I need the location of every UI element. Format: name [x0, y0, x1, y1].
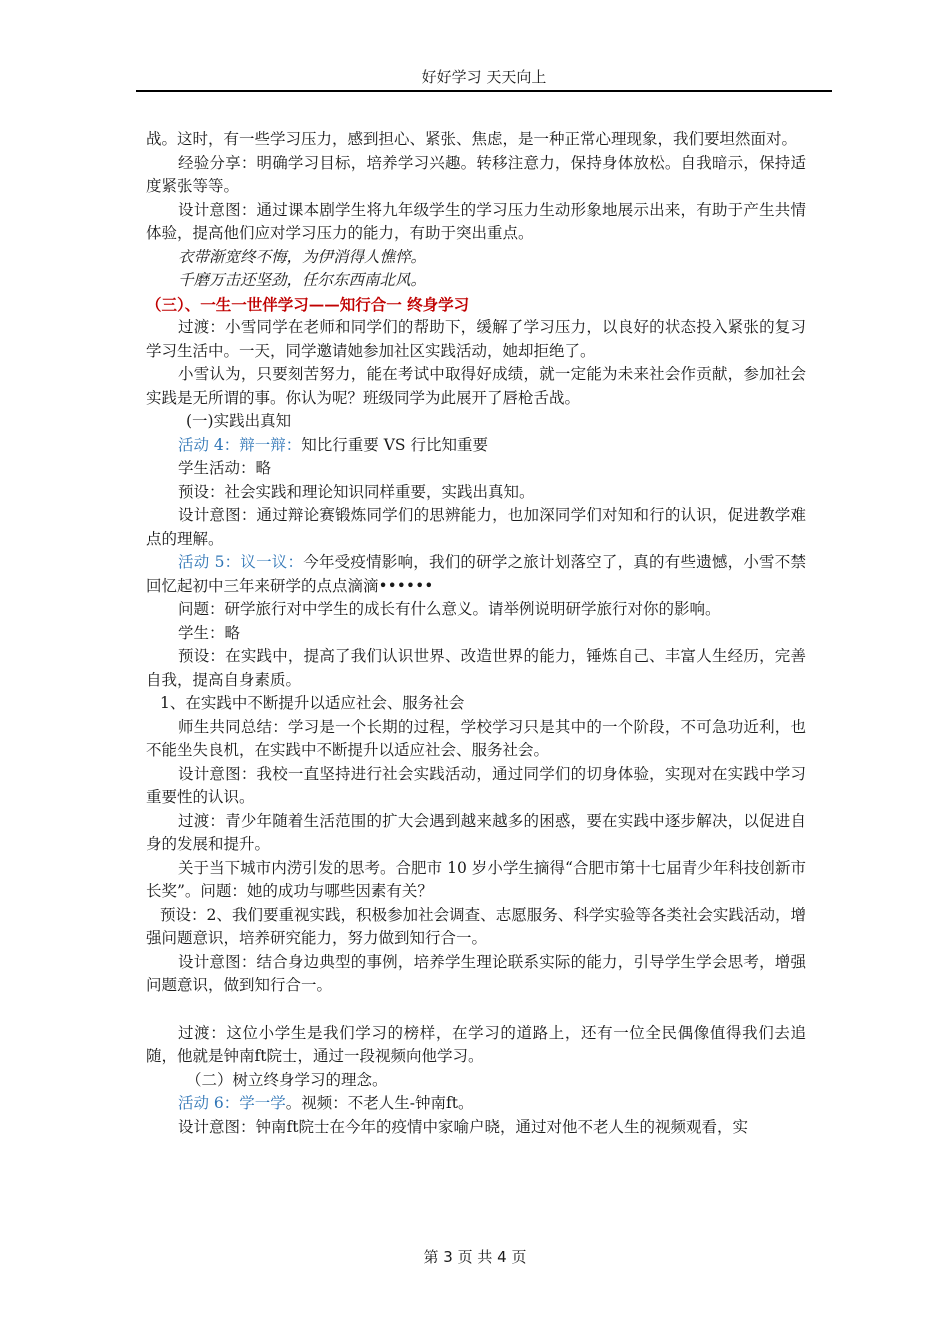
activity-4	[146, 434, 806, 458]
document-body	[146, 128, 806, 1139]
page-number: 第 3 页 共 4 页	[423, 1248, 527, 1266]
paragraph: 学生：略	[178, 623, 241, 642]
paragraph: 师生共同总结：学习是一个长期的过程，学校学习只是其中的一个阶段，不可急功近利，也不能坐失良机，在实践中不断提升以适应社会、服务社会。	[146, 717, 806, 759]
paragraph: 过渡：青少年随着生活范围的扩大会遇到越来越多的困惑，要在实践中逐步解决，以促进自身的发展和提升。	[146, 811, 806, 853]
page-footer	[0, 1246, 950, 1267]
paragraph: 过渡：这位小学生是我们学习的榜样，在学习的道路上，还有一位全民偶像值得我们去追随，他就是钟南ft院士，通过一段视频向他学习。	[146, 1023, 806, 1065]
poem-line: 衣带渐宽终不悔，为伊消得人憔悴。	[178, 247, 427, 266]
paragraph: 设计意图：通过辩论赛锻炼同学们的思辨能力，也加深同学们对知和行的认识，促进教学难点的理解。	[146, 506, 806, 548]
paragraph: 问题：研学旅行对中学生的成长有什么意义。请举例说明研学旅行对你的影响。	[178, 600, 721, 618]
activity-5	[146, 551, 806, 598]
paragraph: 小雪认为，只要刻苦努力，能在考试中取得好成绩，就一定能为未来社会作贡献，参加社会实践是无所谓的事。你认为呢？班级同学为此展开了唇枪舌战。	[146, 365, 806, 407]
paragraph: 设计意图：钟南ft院士在今年的疫情中家喻户晓，通过对他不老人生的视频观看，实	[178, 1117, 748, 1136]
page-header	[136, 66, 832, 92]
paragraph: 战。这时，有一些学习压力，感到担心、紧张、焦虑，是一种正常心理现象，我们要坦然面对。	[146, 130, 798, 148]
activity-label: 活动 4：辩一辩：	[178, 435, 302, 454]
spacer	[146, 998, 806, 1022]
activity-label: 活动 6：学一学	[178, 1094, 286, 1112]
section-heading: （三）、一生一世伴学习——知行合一 终身学习	[146, 294, 470, 314]
activity-text: 知比行重要 VS 行比知重要	[301, 435, 488, 454]
activity-text: 今年受疫情影响，我们的研学之旅计划落空了，真的有些遗憾，小雪不禁回忆起初中三年来研学的点点滴滴••••••	[146, 553, 806, 595]
activity-6	[146, 1092, 806, 1116]
paragraph: 设计意图：我校一直坚持进行社会实践活动，通过同学们的切身体验，实现对在实践中学习重要性的认识。	[146, 764, 806, 806]
activity-label: 活动 5：议一议：	[178, 553, 304, 571]
paragraph: 过渡：小雪同学在老师和同学们的帮助下，缓解了学习压力，以良好的状态投入紧张的复习学习生活中。一天，同学邀请她参加社区实践活动，她却拒绝了。	[146, 318, 806, 360]
paragraph: 经验分享：明确学习目标，培养学习兴趣。转移注意力，保持身体放松。自我暗示，保持适度紧张等等。	[146, 153, 806, 195]
paragraph: 预设：2、我们要重视实践，积极参加社会调查、志愿服务、科学实验等各类社会实践活动，增强问题意识，培养研究能力，努力做到知行合一。	[146, 905, 806, 947]
poem-line: 千磨万击还坚劲，任尔东西南北风。	[178, 271, 427, 289]
paragraph: 设计意图：结合身边典型的事例，培养学生理论联系实际的能力，引导学生学会思考，增强问题意识，做到知行合一。	[146, 952, 806, 994]
paragraph: 关于当下城市内涝引发的思考。合肥市 10 岁小学生摘得“合肥市第十七届青少年科技创新市长奖”。问题：她的成功与哪些因素有关？	[146, 858, 806, 900]
paragraph: 设计意图：通过课本剧学生将九年级学生的学习压力生动形象地展示出来，有助于产生共情体验，提高他们应对学习压力的能力，有助于突出重点。	[146, 200, 806, 242]
subheading: 1、在实践中不断提升以适应社会、服务社会	[160, 694, 465, 712]
subheading: (一)实践出真知	[186, 412, 292, 430]
paragraph: 学生活动：略	[178, 459, 272, 477]
activity-text: 。视频：不老人生-钟南ft。	[285, 1094, 474, 1112]
paragraph: 预设：在实践中，提高了我们认识世界、改造世界的能力，锤炼自己、丰富人生经历，完善自我，提高自身素质。	[146, 647, 806, 689]
paragraph: 预设：社会实践和理论知识同样重要，实践出真知。	[178, 482, 535, 501]
header-title: 好好学习 天天向上	[421, 68, 547, 86]
subheading: （二）树立终身学习的理念。	[186, 1070, 388, 1089]
